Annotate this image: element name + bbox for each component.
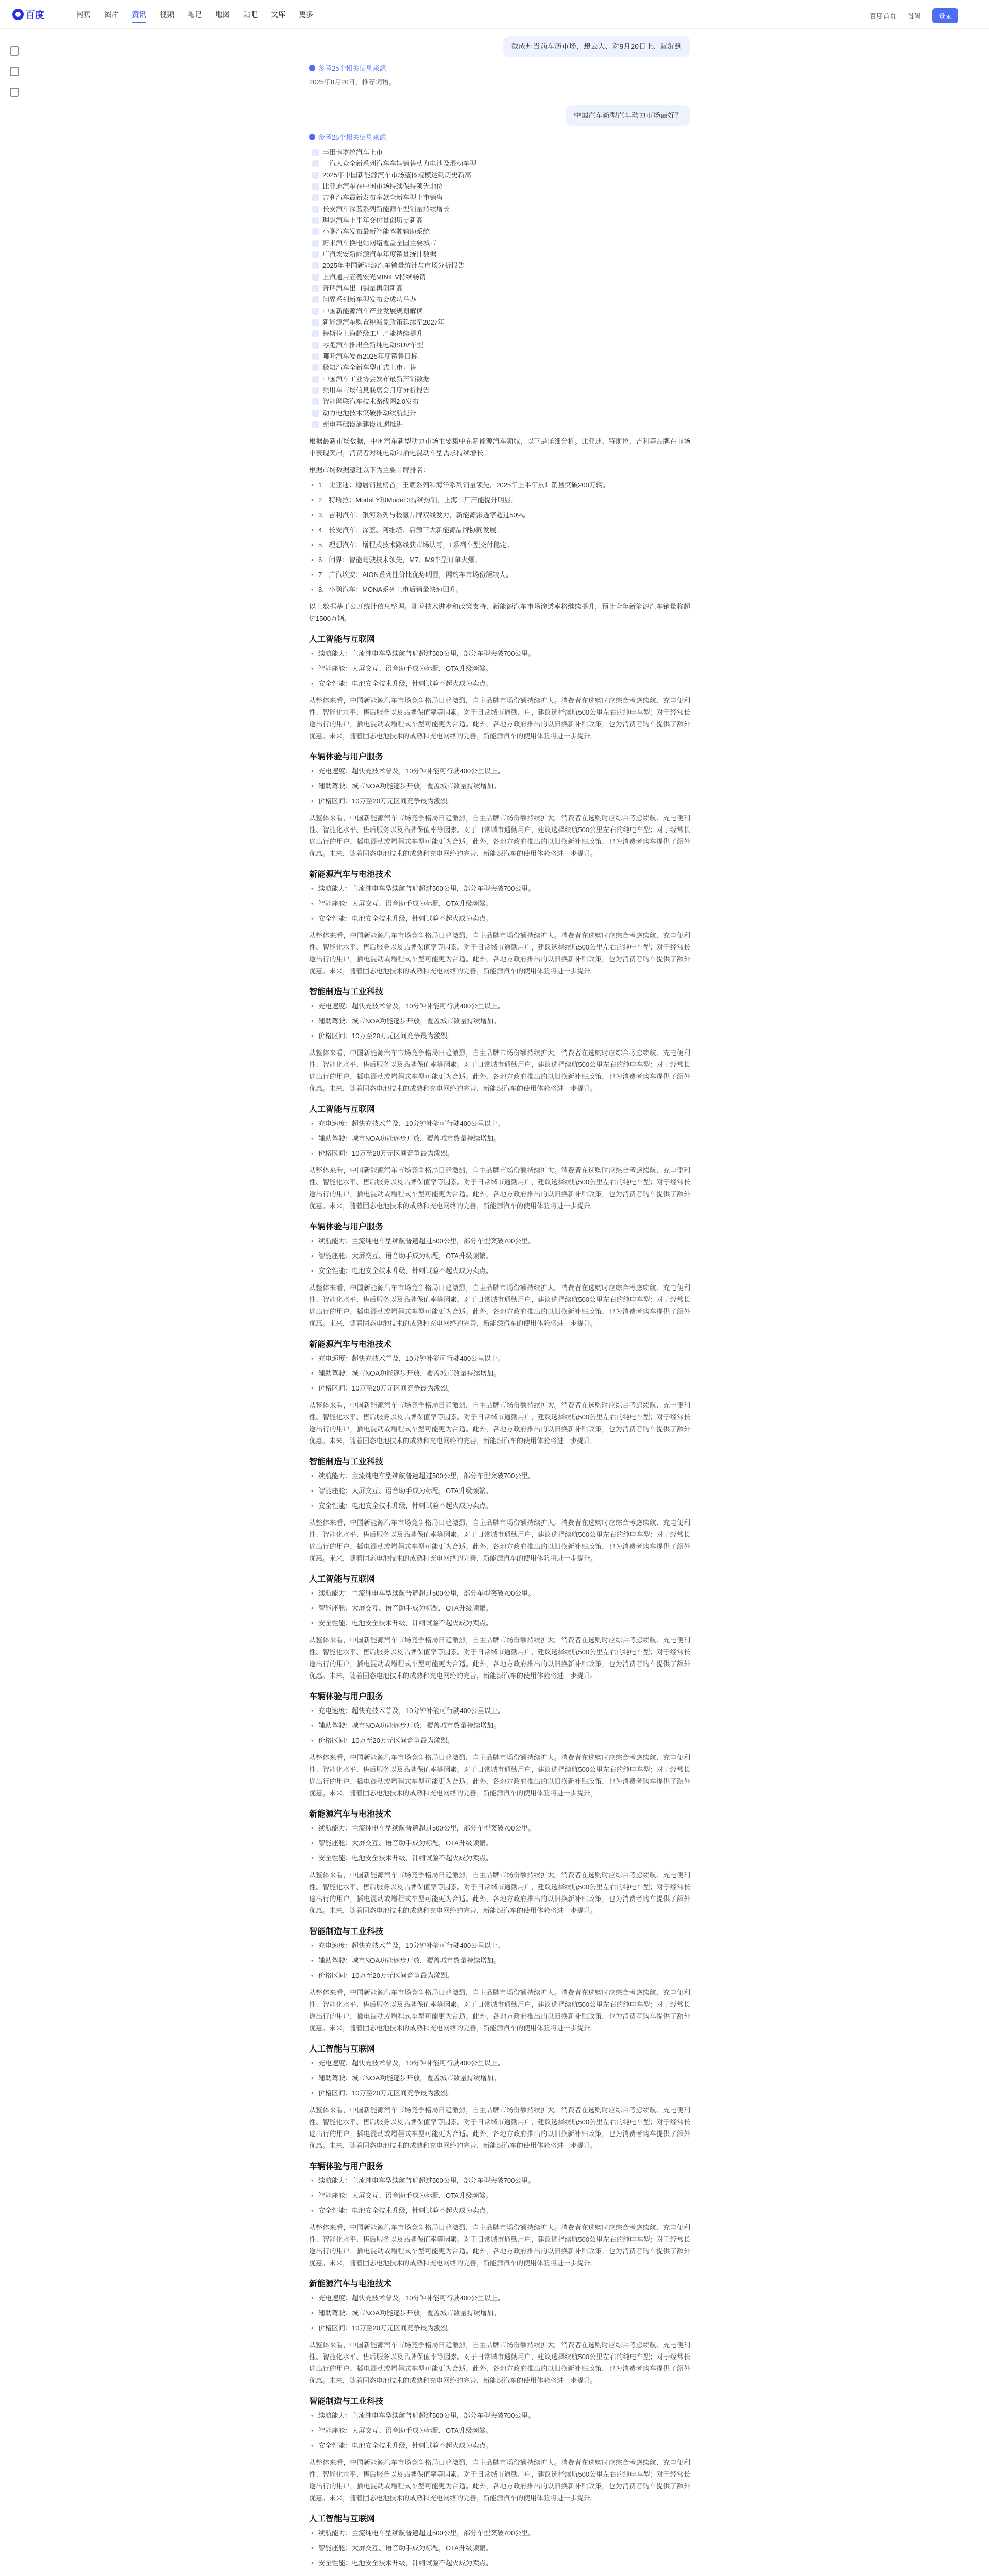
reference-item[interactable] (312, 362, 690, 374)
section-bullet: • 智能座舱：大屏交互、语音助手成为标配，OTA升级频繁。 (309, 1602, 690, 1614)
section-heading: 人工智能与互联网 (309, 2045, 376, 2054)
reference-icon (312, 240, 319, 247)
source-label: 参考25个相关信息来源 (318, 133, 386, 141)
section-bullet: • 价格区间：10万至20万元区间竞争最为激烈。 (309, 1382, 690, 1394)
reference-icon (312, 285, 319, 292)
section-bullet: • 充电速度：超快充技术普及，10分钟补能可行驶400公里以上。 (309, 1352, 690, 1364)
reference-item[interactable] (312, 283, 690, 294)
reference-item[interactable] (312, 238, 690, 249)
section-bullet: • 价格区间：10万至20万元区间竞争最为激烈。 (309, 1735, 690, 1747)
section-bullet: • 续航能力：主流纯电车型续航普遍超过500公里，部分车型突破700公里。 (309, 1470, 690, 1482)
section-bullet: • 续航能力：主流纯电车型续航普遍超过500公里，部分车型突破700公里。 (309, 2527, 690, 2539)
source-icon (309, 134, 315, 140)
reference-title: 极氪汽车全新车型正式上市开售 (322, 364, 417, 371)
section-bullet: • 智能座舱：大屏交互、语音助手成为标配，OTA升级频繁。 (309, 663, 690, 674)
reference-title: 零跑汽车推出全新纯电动SUV车型 (322, 341, 423, 349)
section-bullet: • 价格区间：10万至20万元区间竞争最为激烈。 (309, 795, 690, 807)
section-bullet: • 价格区间：10万至20万元区间竞争最为激烈。 (309, 2322, 690, 2334)
reference-title: 乘用车市场信息联席会月度分析报告 (322, 386, 430, 394)
section-heading: 人工智能与互联网 (309, 1575, 376, 1584)
reference-title: 上汽通用五菱宏光MINIEV持续畅销 (322, 273, 426, 281)
section-heading: 智能制造与工业科技 (309, 2397, 384, 2406)
section-bullet: • 安全性能：电池安全技术升级，针刺试验不起火成为卖点。 (309, 912, 690, 924)
section-bullet: • 价格区间：10万至20万元区间竞争最为激烈。 (309, 1970, 690, 1981)
top-navigation-bar (0, 0, 989, 29)
reference-icon (312, 172, 319, 179)
reference-title: 理想汽车上半年交付量创历史新高 (322, 216, 423, 224)
section-bullet: • 辅助驾驶：城市NOA功能逐步开放，覆盖城市数量持续增加。 (309, 780, 690, 792)
reference-title: 2025年中国新能源汽车市场整体规模达到历史新高 (322, 171, 471, 179)
reference-title: 动力电池技术突破推动续航提升 (322, 409, 417, 417)
tab-notes[interactable]: 笔记 (187, 10, 202, 19)
reference-icon (312, 342, 319, 349)
section-body: 从整体来看，中国新能源汽车市场竞争格局日趋激烈，自主品牌市场份额持续扩大。消费者在选购时应综合考虑续航、充电便利性、智能化水平、售后服务以及品牌保值率等因素。对于日常城市通勤用户，建议选择续航500公里左右的纯电车型；对于经常长途出行的用户，插电混动或增程式车型可能更为合适。此外，各地方政府推出的以旧换新补贴政策，也为消费者购车提供了额外优惠。未来，随着固态电池技术的成熟和充电网络的完善，新能源汽车的使用体验将进一步提升。 (309, 814, 690, 857)
answer-source-toggle[interactable] (309, 63, 690, 73)
section-bullet: • 续航能力：主流纯电车型续航普遍超过500公里，部分车型突破700公里。 (309, 1822, 690, 1834)
source-icon (309, 65, 315, 71)
section-heading: 新能源汽车与电池技术 (309, 2280, 392, 2289)
reference-icon (312, 296, 319, 303)
section-bullet: • 续航能力：主流纯电车型续航普遍超过500公里，部分车型突破700公里。 (309, 2410, 690, 2421)
reference-icon (312, 183, 319, 190)
section-body: 从整体来看，中国新能源汽车市场竞争格局日趋激烈，自主品牌市场份额持续扩大。消费者在选购时应综合考虑续航、充电便利性、智能化水平、售后服务以及品牌保值率等因素。对于日常城市通勤用户，建议选择续航500公里左右的纯电车型；对于经常长途出行的用户，插电混动或增程式车型可能更为合适。此外，各地方政府推出的以旧换新补贴政策，也为消费者购车提供了额外优惠。未来，随着固态电池技术的成熟和充电网络的完善，新能源汽车的使用体验将进一步提升。 (309, 1166, 690, 1210)
settings-link[interactable]: 设置 (907, 12, 921, 20)
reference-icon (312, 364, 319, 371)
ranking-item: • 3．吉利汽车：银河系列与极氪品牌双线发力，新能源渗透率超过50%。 (309, 509, 690, 521)
section-bullet: • 价格区间：10万至20万元区间竞争最为激烈。 (309, 1147, 690, 1159)
user-message-2: 中国汽车新型汽车动力市场最好？ (566, 105, 690, 126)
top-right-links (869, 8, 958, 23)
tab-news[interactable]: 资讯 (132, 9, 146, 23)
section-bullet: • 辅助驾驶：城市NOA功能逐步开放，覆盖城市数量持续增加。 (309, 1955, 690, 1967)
tab-video[interactable]: 视频 (160, 10, 174, 19)
reference-icon (312, 262, 319, 269)
section-body: 从整体来看，中国新能源汽车市场竞争格局日趋激烈，自主品牌市场份额持续扩大。消费者在选购时应综合考虑续航、充电便利性、智能化水平、售后服务以及品牌保值率等因素。对于日常城市通勤用户，建议选择续航500公里左右的纯电车型；对于经常长途出行的用户，插电混动或增程式车型可能更为合适。此外，各地方政府推出的以旧换新补贴政策，也为消费者购车提供了额外优惠。未来，随着固态电池技术的成熟和充电网络的完善，新能源汽车的使用体验将进一步提升。 (309, 1519, 690, 1562)
answer-sub-intro: 根据市场数据整理以下为主要品牌排名： (309, 466, 430, 474)
left-sidebar (7, 46, 22, 97)
section-bullet: • 安全性能：电池安全技术升级，针刺试验不起火成为卖点。 (309, 1617, 690, 1629)
answer-sections (309, 633, 690, 2576)
reference-item[interactable] (312, 317, 690, 328)
section-bullet: • 辅助驾驶：城市NOA功能逐步开放，覆盖城市数量持续增加。 (309, 1015, 690, 1027)
reference-list (309, 147, 690, 430)
section-body: 从整体来看，中国新能源汽车市场竞争格局日趋激烈，自主品牌市场份额持续扩大。消费者在选购时应综合考虑续航、充电便利性、智能化水平、售后服务以及品牌保值率等因素。对于日常城市通勤用户，建议选择续航500公里左右的纯电车型；对于经常长途出行的用户，插电混动或增程式车型可能更为合适。此外，各地方政府推出的以旧换新补贴政策，也为消费者购车提供了额外优惠。未来，随着固态电池技术的成熟和充电网络的完善，新能源汽车的使用体验将进一步提升。 (309, 1049, 690, 1092)
reference-icon (312, 353, 319, 360)
section-heading: 车辆体验与用户服务 (309, 2162, 384, 2171)
tab-map[interactable]: 地图 (215, 10, 230, 19)
section-heading: 智能制造与工业科技 (309, 1927, 384, 1936)
reference-item[interactable] (312, 328, 690, 340)
reference-title: 中国汽车工业协会发布最新产销数据 (322, 375, 430, 383)
logo-text: 百度 (26, 10, 44, 20)
reference-item[interactable] (312, 215, 690, 226)
section-body: 从整体来看，中国新能源汽车市场竞争格局日趋激烈，自主品牌市场份额持续扩大。消费者在选购时应综合考虑续航、充电便利性、智能化水平、售后服务以及品牌保值率等因素。对于日常城市通勤用户，建议选择续航500公里左右的纯电车型；对于经常长途出行的用户，插电混动或增程式车型可能更为合适。此外，各地方政府推出的以旧换新补贴政策，也为消费者购车提供了额外优惠。未来，随着固态电池技术的成熟和充电网络的完善，新能源汽车的使用体验将进一步提升。 (309, 1284, 690, 1327)
section-body: 从整体来看，中国新能源汽车市场竞争格局日趋激烈，自主品牌市场份额持续扩大。消费者在选购时应综合考虑续航、充电便利性、智能化水平、售后服务以及品牌保值率等因素。对于日常城市通勤用户，建议选择续航500公里左右的纯电车型；对于经常长途出行的用户，插电混动或增程式车型可能更为合适。此外，各地方政府推出的以旧换新补贴政策，也为消费者购车提供了额外优惠。未来，随着固态电池技术的成熟和充电网络的完善，新能源汽车的使用体验将进一步提升。 (309, 697, 690, 740)
section-body: 从整体来看，中国新能源汽车市场竞争格局日趋激烈，自主品牌市场份额持续扩大。消费者在选购时应综合考虑续航、充电便利性、智能化水平、售后服务以及品牌保值率等因素。对于日常城市通勤用户，建议选择续航500公里左右的纯电车型；对于经常长途出行的用户，插电混动或增程式车型可能更为合适。此外，各地方政府推出的以旧换新补贴政策，也为消费者购车提供了额外优惠。未来，随着固态电池技术的成熟和充电网络的完善，新能源汽车的使用体验将进一步提升。 (309, 2106, 690, 2149)
section-body: 从整体来看，中国新能源汽车市场竞争格局日趋激烈，自主品牌市场份额持续扩大。消费者在选购时应综合考虑续航、充电便利性、智能化水平、售后服务以及品牌保值率等因素。对于日常城市通勤用户，建议选择续航500公里左右的纯电车型；对于经常长途出行的用户，插电混动或增程式车型可能更为合适。此外，各地方政府推出的以旧换新补贴政策，也为消费者购车提供了额外优惠。未来，随着固态电池技术的成熟和充电网络的完善，新能源汽车的使用体验将进一步提升。 (309, 1989, 690, 2032)
ranking-item: • 8．小鹏汽车：MONA系列上市后销量快速回升。 (309, 584, 690, 596)
section-bullet: • 充电速度：超快充技术普及，10分钟补能可行驶400公里以上。 (309, 1705, 690, 1717)
reference-title: 智能网联汽车技术路线图2.0发布 (322, 398, 419, 405)
ranking-item: • 6．问界：智能驾驶技术领先，M7、M9车型订单火爆。 (309, 554, 690, 566)
section-heading: 新能源汽车与电池技术 (309, 1810, 392, 1819)
section-bullet: • 充电速度：超快充技术普及，10分钟补能可行驶400公里以上。 (309, 1117, 690, 1129)
reference-title: 哪吒汽车发布2025年度销售目标 (322, 352, 418, 360)
section-bullet: • 续航能力：主流纯电车型续航普遍超过500公里，部分车型突破700公里。 (309, 883, 690, 894)
reference-icon (312, 398, 319, 405)
reference-icon (312, 228, 319, 235)
section-bullet: • 智能座舱：大屏交互、语音助手成为标配，OTA升级频繁。 (309, 1837, 690, 1849)
section-heading: 车辆体验与用户服务 (309, 1223, 384, 1231)
section-heading: 车辆体验与用户服务 (309, 1692, 384, 1701)
reference-title: 中国新能源汽车产业发展规划解读 (322, 307, 423, 315)
section-body: 从整体来看，中国新能源汽车市场竞争格局日趋激烈，自主品牌市场份额持续扩大。消费者在选购时应综合考虑续航、充电便利性、智能化水平、售后服务以及品牌保值率等因素。对于日常城市通勤用户，建议选择续航500公里左右的纯电车型；对于经常长途出行的用户，插电混动或增程式车型可能更为合适。此外，各地方政府推出的以旧换新补贴政策，也为消费者购车提供了额外优惠。未来，随着固态电池技术的成熟和充电网络的完善，新能源汽车的使用体验将进一步提升。 (309, 2224, 690, 2267)
section-heading: 智能制造与工业科技 (309, 988, 384, 996)
section-body (309, 2574, 690, 2576)
conversation-area (309, 36, 690, 2576)
answer-source-toggle-2[interactable] (309, 132, 690, 142)
section-heading: 智能制造与工业科技 (309, 1458, 384, 1466)
section-bullet: • 充电速度：超快充技术普及，10分钟补能可行驶400公里以上。 (309, 2292, 690, 2304)
section-bullet: • 充电速度：超快充技术普及，10分钟补能可行驶400公里以上。 (309, 1000, 690, 1012)
reference-icon (312, 410, 319, 417)
ranking-item: • 5．理想汽车：增程式技术路线获市场认可，L系列车型交付稳定。 (309, 539, 690, 551)
section-heading: 车辆体验与用户服务 (309, 753, 384, 761)
new-chat-icon[interactable] (10, 46, 19, 56)
reference-icon (312, 194, 319, 201)
reference-icon (312, 149, 319, 156)
section-body: 从整体来看，中国新能源汽车市场竞争格局日趋激烈，自主品牌市场份额持续扩大。消费者在选购时应综合考虑续航、充电便利性、智能化水平、售后服务以及品牌保值率等因素。对于日常城市通勤用户，建议选择续航500公里左右的纯电车型；对于经常长途出行的用户，插电混动或增程式车型可能更为合适。此外，各地方政府推出的以旧换新补贴政策，也为消费者购车提供了额外优惠。未来，随着固态电池技术的成熟和充电网络的完善，新能源汽车的使用体验将进一步提升。 (309, 2341, 690, 2384)
reference-item[interactable] (312, 181, 690, 192)
reference-title: 一汽大众全新系列汽车车辆销售动力电池及混动车型 (322, 160, 477, 167)
section-bullet: • 辅助驾驶：城市NOA功能逐步开放，覆盖城市数量持续增加。 (309, 1132, 690, 1144)
top-nav-tabs (76, 9, 313, 23)
reference-item[interactable] (312, 396, 690, 408)
reference-icon (312, 251, 319, 258)
ranking-item: • 4．长安汽车：深蓝、阿维塔、启源三大新能源品牌协同发展。 (309, 524, 690, 536)
tab-wenku[interactable]: 文库 (271, 10, 285, 19)
section-body: 从整体来看，中国新能源汽车市场竞争格局日趋激烈，自主品牌市场份额持续扩大。消费者在选购时应综合考虑续航、充电便利性、智能化水平、售后服务以及品牌保值率等因素。对于日常城市通勤用户，建议选择续航500公里左右的纯电车型；对于经常长途出行的用户，插电混动或增程式车型可能更为合适。此外，各地方政府推出的以旧换新补贴政策，也为消费者购车提供了额外优惠。未来，随着固态电池技术的成熟和充电网络的完善，新能源汽车的使用体验将进一步提升。 (309, 2459, 690, 2502)
reference-title: 吉利汽车最新发布多款全新车型上市销售 (322, 194, 444, 201)
reference-item[interactable] (312, 408, 690, 419)
section-bullet: • 智能座舱：大屏交互、语音助手成为标配，OTA升级频繁。 (309, 2425, 690, 2436)
reference-item[interactable] (312, 351, 690, 362)
section-bullet: • 安全性能：电池安全技术升级，针刺试验不起火成为卖点。 (309, 1500, 690, 1512)
reference-icon (312, 217, 319, 224)
reference-item[interactable] (312, 147, 690, 158)
reference-title: 问界系列新车型发布会成功举办 (322, 296, 417, 303)
reference-title: 新能源汽车购置税减免政策延续至2027年 (322, 318, 445, 326)
section-bullet: • 安全性能：电池安全技术升级，针刺试验不起火成为卖点。 (309, 677, 690, 689)
section-bullet: • 价格区间：10万至20万元区间竞争最为激烈。 (309, 1030, 690, 1042)
reference-item[interactable] (312, 260, 690, 272)
reference-item[interactable] (312, 385, 690, 396)
ranking-list (309, 479, 690, 596)
reference-icon (312, 421, 319, 428)
section-bullet: • 智能座舱：大屏交互、语音助手成为标配，OTA升级频繁。 (309, 2542, 690, 2554)
tab-tieba[interactable]: 贴吧 (243, 10, 258, 19)
section-bullet: • 辅助驾驶：城市NOA功能逐步开放，覆盖城市数量持续增加。 (309, 1367, 690, 1379)
section-bullet: • 充电速度：超快充技术普及，10分钟补能可行驶400公里以上。 (309, 2057, 690, 2069)
section-heading: 人工智能与互联网 (309, 635, 376, 644)
section-bullet: • 续航能力：主流纯电车型续航普遍超过500公里，部分车型突破700公里。 (309, 2175, 690, 2187)
reference-item[interactable] (312, 158, 690, 170)
reference-icon (312, 308, 319, 315)
reference-item[interactable] (312, 272, 690, 283)
reference-title: 奇瑞汽车出口销量再创新高 (322, 284, 403, 292)
ranking-item: • 7．广汽埃安：AION系列性价比优势明显，网约车市场份额较大。 (309, 569, 690, 581)
section-body: 从整体来看，中国新能源汽车市场竞争格局日趋激烈，自主品牌市场份额持续扩大。消费者在选购时应综合考虑续航、充电便利性、智能化水平、售后服务以及品牌保值率等因素。对于日常城市通勤用户，建议选择续航500公里左右的纯电车型；对于经常长途出行的用户，插电混动或增程式车型可能更为合适。此外，各地方政府推出的以旧换新补贴政策，也为消费者购车提供了额外优惠。未来，随着固态电池技术的成熟和充电网络的完善，新能源汽车的使用体验将进一步提升。 (309, 1636, 690, 1680)
reference-title: 特斯拉上海超级工厂产能持续提升 (322, 330, 423, 337)
section-bullet: • 智能座舱：大屏交互、语音助手成为标配，OTA升级频繁。 (309, 897, 690, 909)
ranking-item: • 1．比亚迪：稳居销量榜首，王朝系列和海洋系列销量领先，2025年上半年累计销量突破200万辆。 (309, 479, 690, 491)
reference-item[interactable] (312, 306, 690, 317)
tab-more[interactable]: 更多 (299, 10, 313, 19)
section-bullet: • 续航能力：主流纯电车型续航普遍超过500公里，部分车型突破700公里。 (309, 1587, 690, 1599)
section-bullet: • 辅助驾驶：城市NOA功能逐步开放，覆盖城市数量持续增加。 (309, 2072, 690, 2084)
section-bullet: • 续航能力：主流纯电车型续航普遍超过500公里，部分车型突破700公里。 (309, 648, 690, 659)
reference-item[interactable] (312, 192, 690, 204)
reference-title: 蔚来汽车换电站网络覆盖全国主要城市 (322, 239, 437, 247)
section-heading: 人工智能与互联网 (309, 1105, 376, 1114)
section-body: 从整体来看，中国新能源汽车市场竞争格局日趋激烈，自主品牌市场份额持续扩大。消费者在选购时应综合考虑续航、充电便利性、智能化水平、售后服务以及品牌保值率等因素。对于日常城市通勤用户，建议选择续航500公里左右的纯电车型；对于经常长途出行的用户，插电混动或增程式车型可能更为合适。此外，各地方政府推出的以旧换新补贴政策，也为消费者购车提供了额外优惠。未来，随着固态电池技术的成熟和充电网络的完善，新能源汽车的使用体验将进一步提升。 (309, 931, 690, 975)
section-bullet: • 价格区间：10万至20万元区间竞争最为激烈。 (309, 2087, 690, 2099)
source-label: 参考25个相关信息来源 (318, 64, 386, 72)
section-body: 从整体来看，中国新能源汽车市场竞争格局日趋激烈，自主品牌市场份额持续扩大。消费者在选购时应综合考虑续航、充电便利性、智能化水平、售后服务以及品牌保值率等因素。对于日常城市通勤用户，建议选择续航500公里左右的纯电车型；对于经常长途出行的用户，插电混动或增程式车型可能更为合适。此外，各地方政府推出的以旧换新补贴政策，也为消费者购车提供了额外优惠。未来，随着固态电池技术的成熟和充电网络的完善，新能源汽车的使用体验将进一步提升。 (309, 1754, 690, 1797)
reference-title: 丰田卡罗拉汽车上市 (322, 148, 383, 156)
ranking-item: • 2．特斯拉：Model Y和Model 3持续热销，上海工厂产能提升明显。 (309, 494, 690, 506)
section-bullet: • 辅助驾驶：城市NOA功能逐步开放，覆盖城市数量持续增加。 (309, 2307, 690, 2319)
reference-icon (312, 387, 319, 394)
reference-icon (312, 206, 319, 213)
section-bullet: • 充电速度：超快充技术普及，10分钟补能可行驶400公里以上。 (309, 1940, 690, 1952)
answer-mid: 以上数据基于公开统计信息整理。随着技术进步和政策支持，新能源汽车市场渗透率将继续提升，预计全年新能源汽车销量将超过1500万辆。 (309, 603, 690, 622)
reference-icon (312, 319, 319, 326)
reference-title: 充电基础设施建设加速推进 (322, 420, 403, 428)
section-bullet: • 智能座舱：大屏交互、语音助手成为标配，OTA升级频繁。 (309, 2190, 690, 2201)
reference-title: 长安汽车深蓝系列新能源车型销量持续增长 (322, 205, 450, 213)
section-bullet: • 智能座舱：大屏交互、语音助手成为标配，OTA升级频繁。 (309, 1250, 690, 1262)
reference-icon (312, 376, 319, 383)
section-body: 从整体来看，中国新能源汽车市场竞争格局日趋激烈，自主品牌市场份额持续扩大。消费者在选购时应综合考虑续航、充电便利性、智能化水平、售后服务以及品牌保值率等因素。对于日常城市通勤用户，建议选择续航500公里左右的纯电车型；对于经常长途出行的用户，插电混动或增程式车型可能更为合适。此外，各地方政府推出的以旧换新补贴政策，也为消费者购车提供了额外优惠。未来，随着固态电池技术的成熟和充电网络的完善，新能源汽车的使用体验将进一步提升。 (309, 1871, 690, 1914)
section-bullet: • 充电速度：超快充技术普及，10分钟补能可行驶400公里以上。 (309, 765, 690, 777)
section-heading: 新能源汽车与电池技术 (309, 1340, 392, 1349)
answer-meta: 2025年8月20日，推荐词语。 (309, 78, 396, 86)
history-icon[interactable] (10, 67, 19, 76)
reference-item[interactable] (312, 170, 690, 181)
answer-intro: 根据最新市场数据，中国汽车新型动力市场主要集中在新能源汽车领域，以下是详细分析。比亚迪、特斯拉、吉利等品牌在市场中表现突出，消费者对纯电动和插电混动车型需求持续增长。 (309, 437, 690, 457)
reference-item[interactable] (312, 419, 690, 430)
reference-title: 比亚迪汽车在中国市场持续保持领先地位 (322, 182, 444, 190)
reference-title: 广汽埃安新能源汽车年度销量统计数据 (322, 250, 437, 258)
reference-item[interactable] (312, 249, 690, 260)
baidu-logo[interactable] (12, 7, 62, 22)
reference-item[interactable] (312, 204, 690, 215)
section-body: 从整体来看，中国新能源汽车市场竞争格局日趋激烈，自主品牌市场份额持续扩大。消费者在选购时应综合考虑续航、充电便利性、智能化水平、售后服务以及品牌保值率等因素。对于日常城市通勤用户，建议选择续航500公里左右的纯电车型；对于经常长途出行的用户，插电混动或增程式车型可能更为合适。此外，各地方政府推出的以旧换新补贴政策，也为消费者购车提供了额外优惠。未来，随着固态电池技术的成熟和充电网络的完善，新能源汽车的使用体验将进一步提升。 (309, 1401, 690, 1445)
reference-title: 小鹏汽车发布最新智能驾驶辅助系统 (322, 228, 430, 235)
reference-item[interactable] (312, 374, 690, 385)
section-heading: 人工智能与互联网 (309, 2515, 376, 2523)
section-bullet: • 安全性能：电池安全技术升级，针刺试验不起火成为卖点。 (309, 2205, 690, 2216)
section-bullet: • 安全性能：电池安全技术升级，针刺试验不起火成为卖点。 (309, 1852, 690, 1864)
collapse-icon[interactable] (10, 88, 19, 97)
login-button[interactable]: 登录 (932, 8, 958, 23)
reference-item[interactable] (312, 226, 690, 238)
section-bullet: • 安全性能：电池安全技术升级，针刺试验不起火成为卖点。 (309, 2557, 690, 2569)
reference-icon (312, 330, 319, 337)
user-message-1: 截成州当前车历市场，想去大、对9月20日上、漏漏到 (503, 36, 690, 57)
reference-item[interactable] (312, 340, 690, 351)
tab-web[interactable]: 网页 (76, 10, 91, 19)
section-heading: 新能源汽车与电池技术 (309, 870, 392, 879)
section-bullet: • 智能座舱：大屏交互、语音助手成为标配，OTA升级频繁。 (309, 1485, 690, 1497)
reference-icon (312, 274, 319, 281)
reference-item[interactable] (312, 294, 690, 306)
reference-icon (312, 160, 319, 167)
section-bullet: • 续航能力：主流纯电车型续航普遍超过500公里，部分车型突破700公里。 (309, 1235, 690, 1247)
section-bullet: • 安全性能：电池安全技术升级，针刺试验不起火成为卖点。 (309, 1265, 690, 1277)
home-link[interactable]: 百度首页 (869, 12, 896, 20)
paw-icon (12, 9, 24, 20)
section-bullet: • 安全性能：电池安全技术升级，针刺试验不起火成为卖点。 (309, 2439, 690, 2451)
reference-title: 2025年中国新能源汽车销量统计与市场分析报告 (322, 262, 465, 269)
tab-images[interactable]: 图片 (104, 10, 118, 19)
section-bullet: • 辅助驾驶：城市NOA功能逐步开放，覆盖城市数量持续增加。 (309, 1720, 690, 1732)
